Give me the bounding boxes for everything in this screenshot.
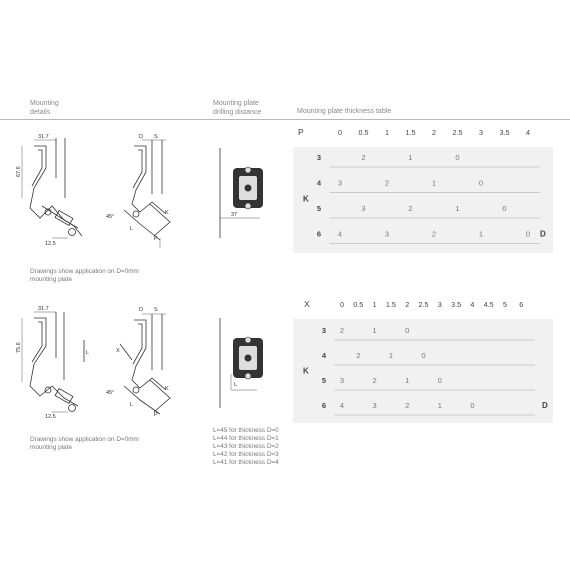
table-cell: 1 <box>455 204 460 213</box>
column-header: 3.5 <box>499 128 510 137</box>
row-label: 4 <box>316 178 322 188</box>
dim-angle-top: 45° <box>106 214 115 220</box>
dim-d-top: D <box>139 134 143 140</box>
table-cell: 1 <box>437 401 442 410</box>
table-cell: 2 <box>405 401 410 410</box>
column-header: 3 <box>479 128 483 137</box>
dim-p-bottom: P <box>154 412 158 418</box>
dim-l-left-bottom: L <box>86 350 90 356</box>
l-value-3: L=42 for thickness D=3 <box>213 451 279 458</box>
table-panel <box>293 147 553 253</box>
header-mounting-details: Mounting details <box>30 100 59 116</box>
dim-l-bottom: L <box>130 402 134 408</box>
column-header: 3.5 <box>451 300 462 309</box>
mounting-details-drawing-bottom <box>12 300 187 420</box>
note-top: Drawings show application on D=0mm mounting plate <box>30 268 139 283</box>
column-header: 0 <box>340 300 344 309</box>
table-cell: 2 <box>384 178 390 188</box>
table-cell: 1 <box>431 178 437 188</box>
dim-p-top: P <box>154 236 158 242</box>
table-cell: 0 <box>502 204 507 213</box>
header-mounting-plate-drilling: Mounting plate drilling distance <box>213 100 262 116</box>
column-header: 0.5 <box>358 128 369 137</box>
column-header: 2 <box>405 300 410 309</box>
dim-l-top: L <box>130 226 134 232</box>
table-cell: 4 <box>337 229 343 239</box>
table-corner-label: X <box>304 299 310 309</box>
table-cell: 4 <box>339 401 345 410</box>
table-cell: 0 <box>437 376 442 385</box>
column-header: 4 <box>526 128 530 137</box>
dim-height-top: 67.6 <box>16 166 22 177</box>
l-values-list <box>213 427 279 467</box>
column-header: 3 <box>437 300 442 309</box>
row-axis-label: K <box>303 194 309 204</box>
table-cell: 3 <box>361 204 366 213</box>
header-thickness-table: Mounting plate thickness table <box>297 108 392 115</box>
table-cell: 3 <box>384 229 390 239</box>
dim-width-bottom: 31.7 <box>38 306 49 312</box>
table-right-label: D <box>542 401 548 410</box>
table-cell: 3 <box>337 178 343 188</box>
column-header: 6 <box>519 300 524 309</box>
drill-distance-top: 37 <box>231 212 238 218</box>
row-label: 3 <box>316 153 322 162</box>
dim-x-bottom: X <box>116 348 120 354</box>
dim-angle-bottom: 45° <box>106 390 115 396</box>
drill-distance-bottom: L <box>234 382 238 388</box>
table-cell: 3 <box>339 376 345 385</box>
table-cell: 2 <box>408 204 413 213</box>
table-right-label: D <box>540 229 546 239</box>
mounting-plate-drawing-top <box>215 148 275 248</box>
table-corner-label: P <box>298 127 304 137</box>
table-cell: 3 <box>372 401 377 410</box>
table-cell: 2 <box>356 351 361 360</box>
table-cell: 0 <box>405 326 410 335</box>
table-panel <box>293 319 553 423</box>
l-value-4: L=41 for thickness D=4 <box>213 459 279 466</box>
table-cell: 1 <box>478 229 484 239</box>
dim-base-top: 12.5 <box>45 241 56 247</box>
row-label: 6 <box>316 229 322 239</box>
table-cell: 1 <box>408 153 413 162</box>
column-header: 2.5 <box>418 300 429 309</box>
dim-width-top: 31.7 <box>38 134 49 140</box>
l-value-1: L=44 for thickness D=1 <box>213 435 279 442</box>
dim-s-bottom: S <box>154 307 158 313</box>
table-cell: 2 <box>431 229 437 239</box>
row-axis-label: K <box>303 366 309 376</box>
table-cell: 1 <box>405 376 410 385</box>
row-label: 5 <box>316 204 322 213</box>
row-label: 4 <box>321 351 327 360</box>
column-header: 2 <box>432 128 436 137</box>
table-cell: 2 <box>339 326 345 335</box>
thickness-table-bottom <box>290 292 560 417</box>
mounting-plate-drawing-bottom <box>215 318 275 418</box>
note-bottom: Drawings show application on D=0mm mounting plate <box>30 436 139 451</box>
l-value-0: L=45 for thickness D=0 <box>213 427 279 434</box>
column-header: 1 <box>385 128 389 137</box>
column-header: 1 <box>372 300 377 309</box>
table-cell: 1 <box>372 326 377 335</box>
dim-k-top: K <box>165 210 169 216</box>
dim-base-bottom: 12.5 <box>45 414 56 420</box>
l-value-2: L=43 for thickness D=2 <box>213 443 279 450</box>
row-label: 6 <box>321 401 327 410</box>
dim-d-bottom: D <box>139 307 143 313</box>
table-cell: 0 <box>470 401 475 410</box>
table-cell: 0 <box>455 153 460 162</box>
table-cell: 0 <box>525 229 531 239</box>
table-cell: 0 <box>478 178 484 188</box>
dim-s-top: S <box>154 134 158 140</box>
thickness-table-top <box>290 120 560 250</box>
column-header: 4 <box>470 300 475 309</box>
column-header: 0.5 <box>353 300 364 309</box>
column-header: 2.5 <box>452 128 463 137</box>
column-header: 0 <box>338 128 342 137</box>
dim-height-bottom: 75.6 <box>16 342 22 353</box>
column-header: 1.5 <box>385 300 396 309</box>
mounting-details-drawing-top <box>12 128 187 248</box>
table-cell: 2 <box>372 376 377 385</box>
column-header: 5 <box>503 300 507 309</box>
column-header: 4.5 <box>483 300 494 309</box>
dim-k-bottom: K <box>165 386 169 392</box>
table-cell: 0 <box>421 351 426 360</box>
table-cell: 1 <box>388 351 393 360</box>
table-cell: 2 <box>361 153 366 162</box>
row-label: 5 <box>321 376 327 385</box>
row-label: 3 <box>321 326 327 335</box>
column-header: 1.5 <box>405 128 416 137</box>
